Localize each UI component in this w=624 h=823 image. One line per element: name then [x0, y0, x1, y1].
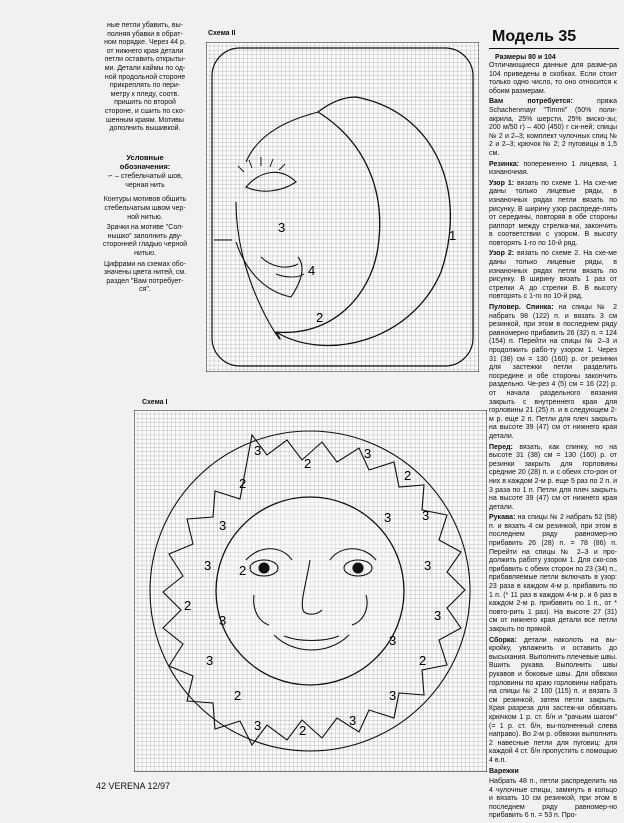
color-number: 3 — [349, 713, 357, 728]
color-number: 3 — [219, 613, 227, 628]
legend-paragraph-3: Цифрами на схемах обо- значены цвета нитей, см. раздел "Вам потребует- ся". — [103, 260, 187, 294]
scheme-2-chart — [206, 42, 479, 372]
color-number: 3 — [389, 688, 397, 703]
color-number: 4 — [308, 263, 316, 278]
instruction-paragraph: Узор 1: вязать по схеме 1. На схе-ме даны только лицевые ряды, в изнаночных рядах петли вязать по рисунку. В ширину узор распреде-лять от середины, повторяя в обе стороны раппорт между стрелка-ми, закончить в соответствии с узором. В высоту повторять 1-го по 10-й ряд. — [489, 179, 617, 247]
color-number: 2 — [419, 653, 427, 668]
instruction-paragraph: Варежки — [489, 767, 519, 775]
color-number: 3 — [278, 220, 286, 235]
instruction-paragraph: Узор 2: вязать по схеме 2. На схе-ме даны только лицевые ряды, в изнаночных рядах петли вязать по рисунку. В ширину вязать 1 раз от стрелки А до стрелки В. В высоту повторять с 1-го по 10-й ряд. — [489, 250, 617, 301]
instruction-paragraph: Сборка: детали наколоть на вы-кройку, увлажнить и оставить до высыхания. Выполнить плечевые швы. Вшить рукава. Выполнить швы рукавов и боковые швы. Для обвязки горловины по краю горловины набрать на спицы № 2 100 (115) п. и вязать 3 см резинкой, затем петли закрыть. Края разреза для застеж-ки обвязать крючком 1 р. ст. б/н и "рачьим шагом" (= 1 р. ст. б/н, вы-полненный слева направо). Во 2-м р. обвязки выполнить 2 навесные петли для пуговиц: для каждой 4 ст. б/н пропустить с помощью 4 в.п. — [489, 636, 617, 764]
color-number: 3 — [254, 443, 262, 458]
color-number: 2 — [234, 688, 242, 703]
instruction-paragraph: Вам потребуется: пряжа Schachenmayr "Timmi" (50% поли-акрила, 25% шерсти, 25% виско-зы; 200 м/50 г) – 400 (450) г си-ней; спицы № 2 и 2–3; комплект чулочных спиц № 2 и 2–3; крючок № 2; 2 пуговицы в 1,5 см. — [489, 98, 617, 157]
instructions-column — [489, 62, 617, 823]
scheme-1-label: Схема I — [142, 399, 168, 406]
color-number: 3 — [424, 558, 432, 573]
color-number: 2 — [404, 468, 412, 483]
legend-paragraph-1: Контуры мотивов обшить стебельчатым швом чер- ной нитью. — [103, 196, 187, 221]
color-number: 3 — [422, 508, 430, 523]
color-number: 3 — [206, 653, 214, 668]
color-number: 3 — [254, 718, 262, 733]
instruction-paragraph: Резинка: попеременно 1 лицевая, 1 изнаночная. — [489, 160, 617, 177]
color-number: 3 — [384, 510, 392, 525]
color-number: 3 — [219, 518, 227, 533]
instruction-paragraph: Набрать 48 п., петли распределить на 4 чулочные спицы, замкнуть в кольцо и вязать 10 см резинкой, при этом в последнем ряду равномер-но прибавить 6 п. = 53 п. Про- — [489, 778, 617, 820]
scheme-2-svg — [206, 42, 479, 372]
instruction-paragraph: Рукава: на спицы № 2 набрать 52 (58) п. и вязать 4 см резинкой, при этом в последнем ряду равномер-но прибавить 26 (28) п. = 78 (86) п. Перейти на спицы № 2–3 и про-должить работу узором 1. Для ско-сов прибавить с обеих сторон по 23 (34) п., прибавляемые петли включать в узор: 23 раза в каждом 4-м р. прибавить по 1 п. (* 11 раз в каждом 4-м р. и 6 раз в каждом 2-м р. прибавить по 1 п., от * повто-рить 1 раз). На высоте 27 (31) см от нижнего края детали все петли закрыть по прямой. — [489, 514, 617, 633]
color-number: 3 — [364, 446, 372, 461]
color-number: 3 — [389, 633, 397, 648]
title-rule — [489, 48, 619, 49]
model-title: Модель 35 — [492, 28, 577, 45]
legend-block — [96, 154, 194, 297]
color-number: 2 — [239, 476, 247, 491]
page-footer: 42 VERENA 12/97 — [96, 781, 171, 791]
instruction-paragraph: Перед: вязать, как спинку, но на высоте 31 (38) см = 130 (160) р. от резинки закрыть для горловины средние 20 (28) п. и с обеих сто-рон от них в каждом 2-м р. еще 5 раз по 2 п. и 3 раза по 1 п. Петли для плеч закрыть на высоте 39 (47) см от нижнего края детали. — [489, 443, 617, 511]
legend-stitch-line — [96, 173, 194, 190]
color-number: 1 — [449, 228, 457, 243]
legend-stitch-text: – стебельчатый шов, черная нить — [115, 173, 183, 189]
instruction-paragraph: Пуловер. Спинка: на спицы № 2 набрать 98 (122) п. и вязать 3 см резинкой, при этом в последнем ряду равномерно прибавить 26 (32) п. = 124 (154) п. Перейти на спицы № 2–3 и продолжить рабо-ту узором 1. Через 31 (38) см = 130 (160) р. от резинки для застежки петли разделить посредине и обе стороны закончить раздельно. Че-рез 4 (5) см = 16 (22) р. от начала раздельного вязания закрыть с внутреннего края для горловины 21 (25) п. и в следующем 2-м р. еще 2 п. Петли для плеч закрыть на высоте 39 (47) см от нижнего края детали. — [489, 304, 617, 440]
sizes-heading: Размеры 80 и 104 — [495, 54, 556, 61]
color-number: 2 — [184, 598, 192, 613]
continued-text-column — [96, 22, 194, 136]
scheme-1-svg — [134, 410, 487, 772]
color-number: 2 — [304, 456, 312, 471]
sun-face — [216, 497, 404, 685]
instruction-paragraph: Отличающиеся данные для разме-ра 104 приведены в скобках. Если стоит только одно число, то оно относится к обоим размерам. — [489, 62, 617, 95]
color-number: 2 — [316, 310, 324, 325]
scheme-2-label: Схема II — [208, 30, 236, 37]
color-number: 3 — [204, 558, 212, 573]
legend-title: Условные обозначения: — [119, 153, 171, 171]
color-number: 2 — [239, 563, 247, 578]
legend-paragraph-2: Зрачки на мотиве "Сол- нышко" заполнить дву- сторонней гладью черной нитью. — [102, 224, 188, 257]
color-number: 2 — [299, 723, 307, 738]
scheme-1-chart — [134, 410, 487, 772]
continued-text: ные петли убавить, вы- полняя убавки в обрат- ном порядке. Через 44 р. от нижнего края детали петли оставить открыты- ми. Детали каймы по од- ной продольной стороне прикреплять по пери- метру к пледу, соотв. пришить по второй стороне, и сшить по ско- шенным краям. Мотивы дополнить вышивкой. — [104, 22, 186, 133]
color-number: 3 — [434, 608, 442, 623]
stem-stitch-symbol: ∽ — [107, 173, 115, 181]
